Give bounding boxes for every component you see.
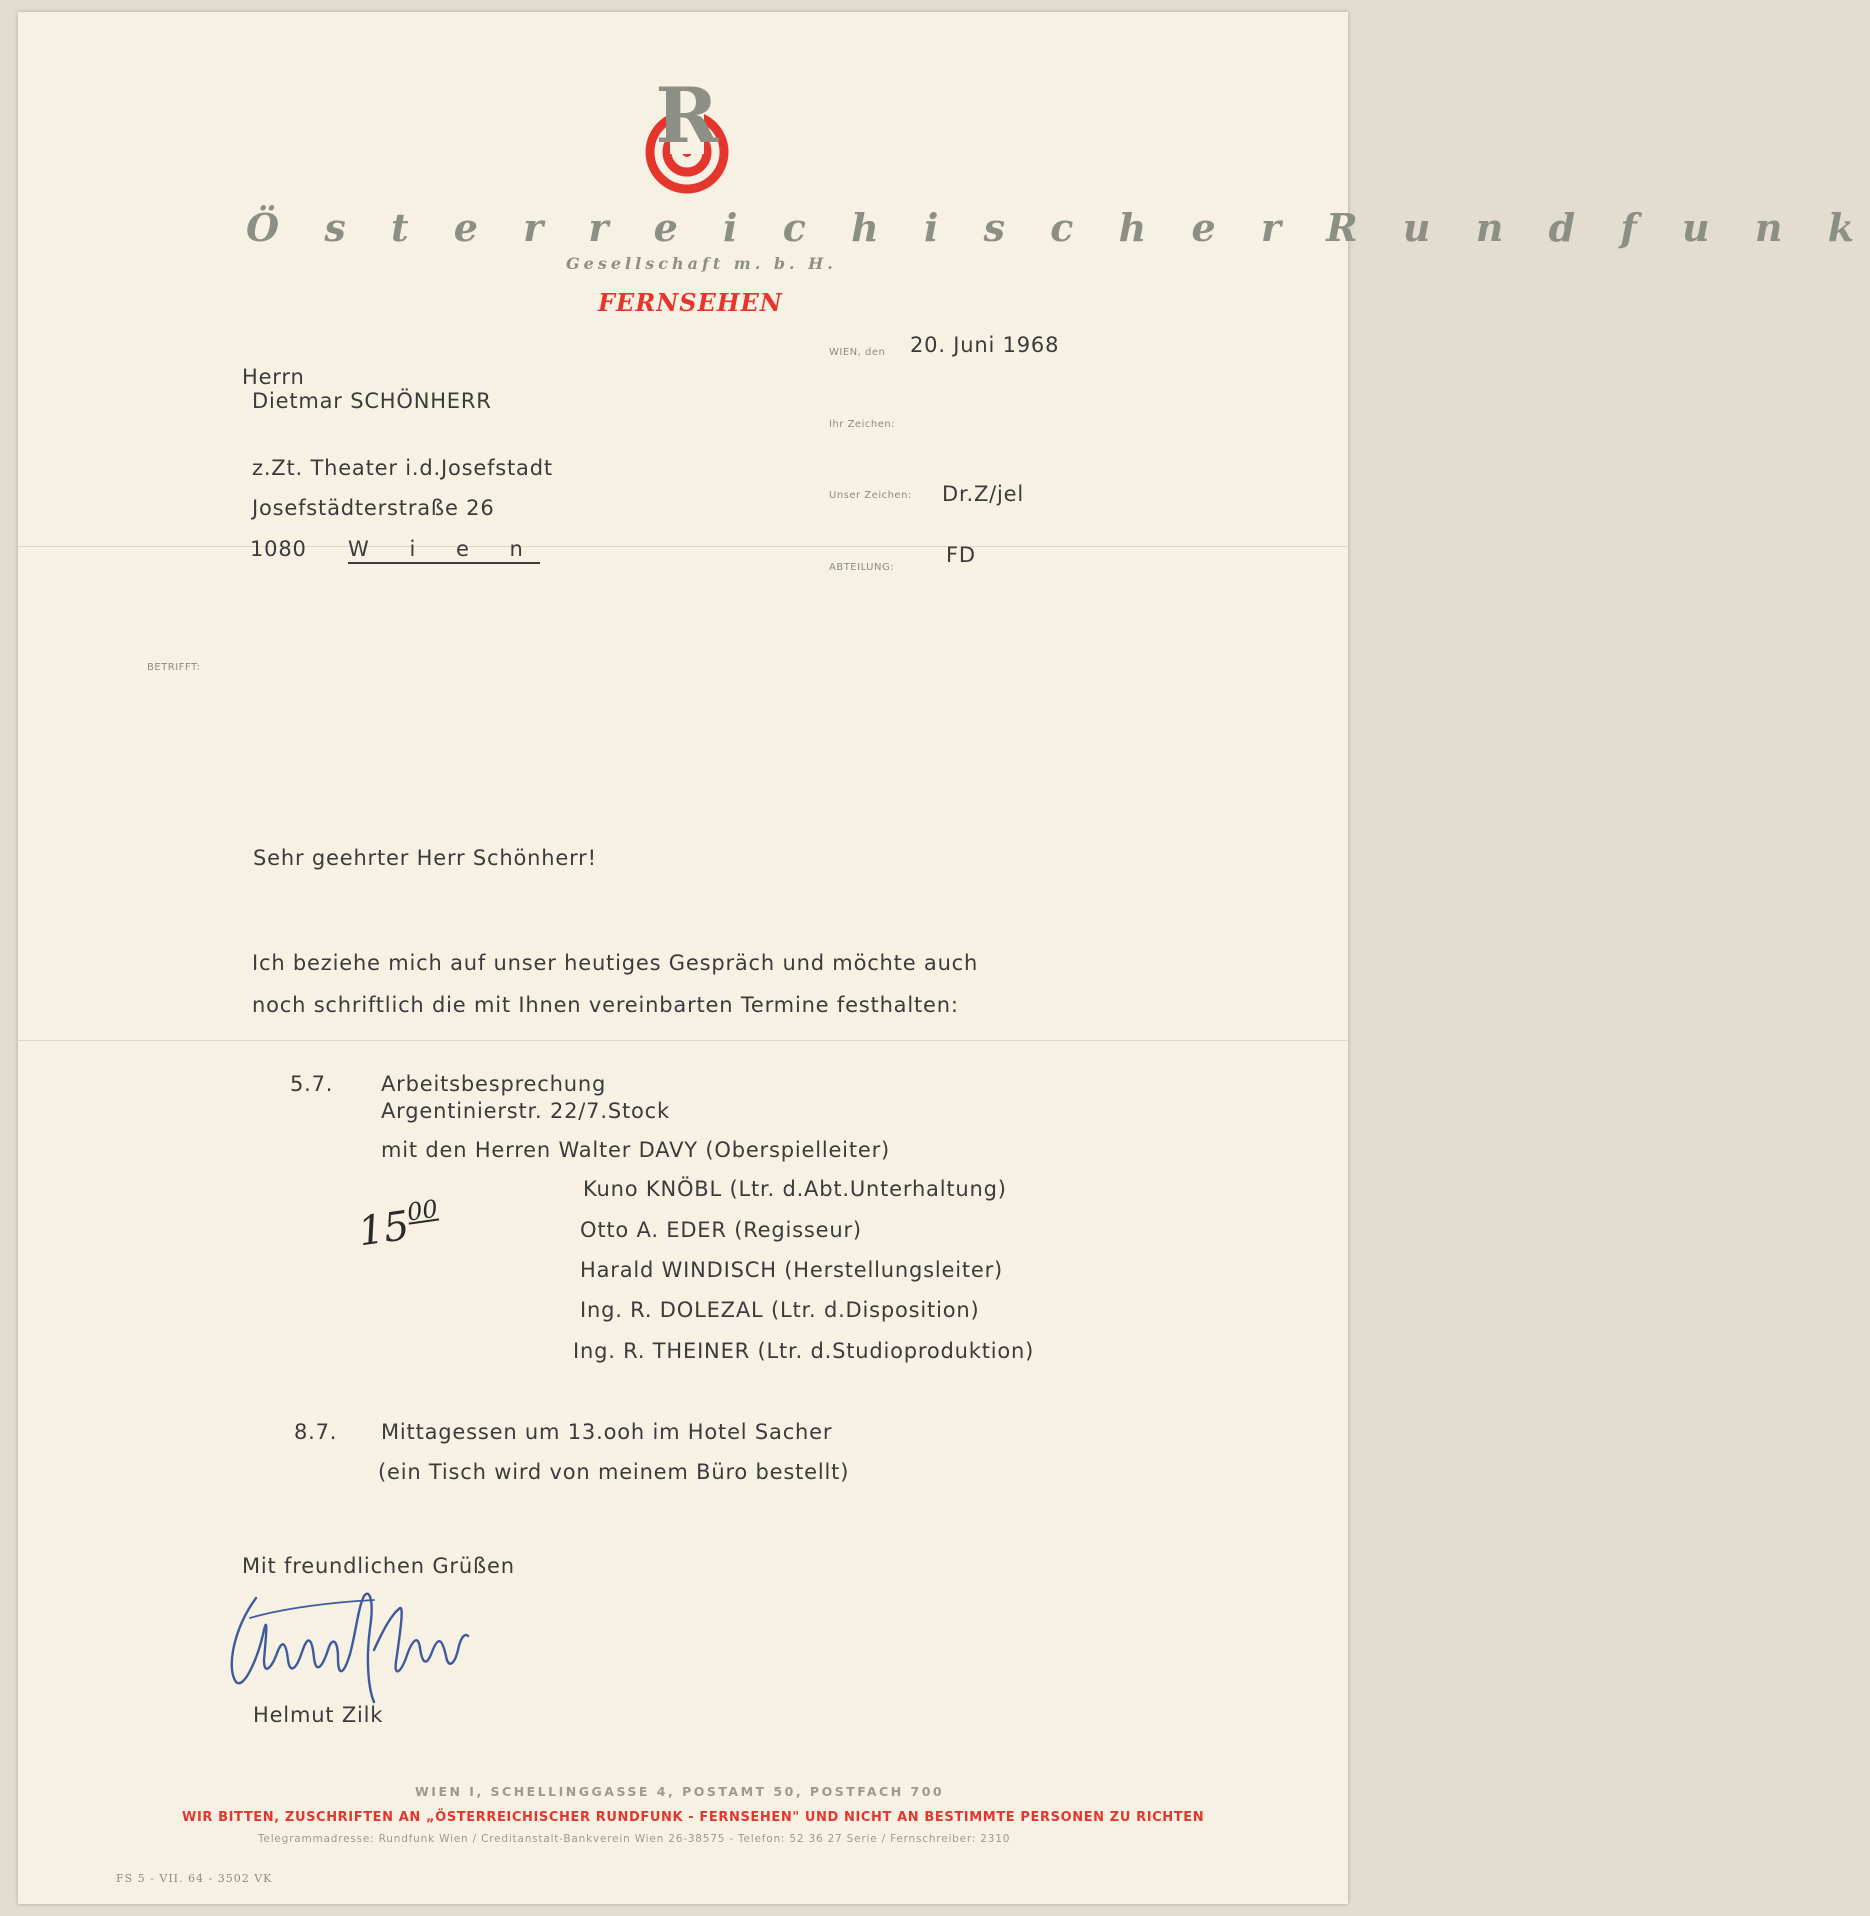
appointment-2-line-2: (ein Tisch wird von meinem Büro bestellt) bbox=[378, 1460, 850, 1484]
letter-date: 20. Juni 1968 bbox=[910, 333, 1060, 357]
footer-telecom: Telegrammadresse: Rundfunk Wien / Creditanstalt-Bankverein Wien 26-38575 - Telefon: 52 36 27 Serie / Fernschreiber: 2310 bbox=[258, 1833, 1011, 1845]
participant-item: Ing. R. THEINER (Ltr. d.Studioproduktion) bbox=[573, 1339, 1035, 1363]
closing: Mit freundlichen Grüßen bbox=[242, 1554, 515, 1578]
intro-line-2: noch schriftlich die mit Ihnen vereinbarten Termine festhalten: bbox=[252, 993, 959, 1017]
participant-item: Otto A. EDER (Regisseur) bbox=[580, 1218, 862, 1242]
participant-item: Ing. R. DOLEZAL (Ltr. d.Disposition) bbox=[580, 1298, 980, 1322]
appointment-1-participants-intro: mit den Herren Walter DAVY (Oberspielleiter) bbox=[381, 1138, 891, 1162]
orf-logo bbox=[640, 71, 734, 192]
appointment-1-title: Arbeitsbesprechung bbox=[381, 1072, 607, 1096]
signature bbox=[224, 1578, 504, 1708]
recipient-name: Dietmar SCHÖNHERR bbox=[252, 389, 492, 413]
recipient-salutation: Herrn bbox=[242, 365, 305, 389]
fold-line bbox=[18, 1040, 1348, 1041]
unser-zeichen-value: Dr.Z/jel bbox=[942, 482, 1025, 506]
footer-address: WIEN I, SCHELLINGGASSE 4, POSTAMT 50, POSTFACH 700 bbox=[415, 1784, 945, 1799]
abteilung-value: FD bbox=[946, 543, 976, 567]
recipient-street: Josefstädterstraße 26 bbox=[252, 496, 495, 520]
logo-letter: R bbox=[655, 71, 719, 160]
abteilung-label: ABTEILUNG: bbox=[829, 562, 895, 573]
appointment-2-date: 8.7. bbox=[294, 1420, 338, 1444]
betrifft-label: BETRIFFT: bbox=[147, 662, 201, 673]
handwritten-minutes: 00 bbox=[405, 1194, 440, 1227]
handwritten-hours: 15 bbox=[355, 1202, 413, 1256]
intro-line-1: Ich beziehe mich auf unser heutiges Gespräch und möchte auch bbox=[252, 951, 979, 975]
unser-zeichen-label: Unser Zeichen: bbox=[829, 490, 912, 501]
department-title: FERNSEHEN bbox=[598, 288, 783, 317]
signer-name: Helmut Zilk bbox=[253, 1703, 384, 1727]
ihr-zeichen-label: Ihr Zeichen: bbox=[829, 419, 896, 430]
company-form: Gesellschaft m. b. H. bbox=[566, 254, 837, 273]
date-label: WIEN, den bbox=[829, 347, 886, 358]
appointment-1-location: Argentinierstr. 22/7.Stock bbox=[381, 1099, 670, 1123]
appointment-1-date: 5.7. bbox=[290, 1072, 334, 1096]
greeting: Sehr geehrter Herr Schönherr! bbox=[253, 846, 597, 870]
participant-item: Kuno KNÖBL (Ltr. d.Abt.Unterhaltung) bbox=[583, 1177, 1007, 1201]
organization-name: Ö s t e r r e i c h i s c h e r R u n d f u n k bbox=[246, 205, 1870, 250]
appointment-2-line-1: Mittagessen um 13.ooh im Hotel Sacher bbox=[381, 1420, 833, 1444]
footer-notice: WIR BITTEN, ZUSCHRIFTEN AN „ÖSTERREICHISCHER RUNDFUNK - FERNSEHEN" UND NICHT AN BESTIMMTE PERSONEN ZU RICHTEN bbox=[182, 1810, 1205, 1825]
recipient-postcode: 1080 bbox=[250, 537, 307, 561]
participant-item: Harald WINDISCH (Herstellungsleiter) bbox=[580, 1258, 1004, 1282]
recipient-city: W i e n bbox=[348, 537, 540, 564]
recipient-care-of: z.Zt. Theater i.d.Josefstadt bbox=[252, 456, 553, 480]
fold-line bbox=[18, 546, 1348, 547]
form-code: FS 5 - VII. 64 - 3502 VK bbox=[116, 1872, 273, 1885]
